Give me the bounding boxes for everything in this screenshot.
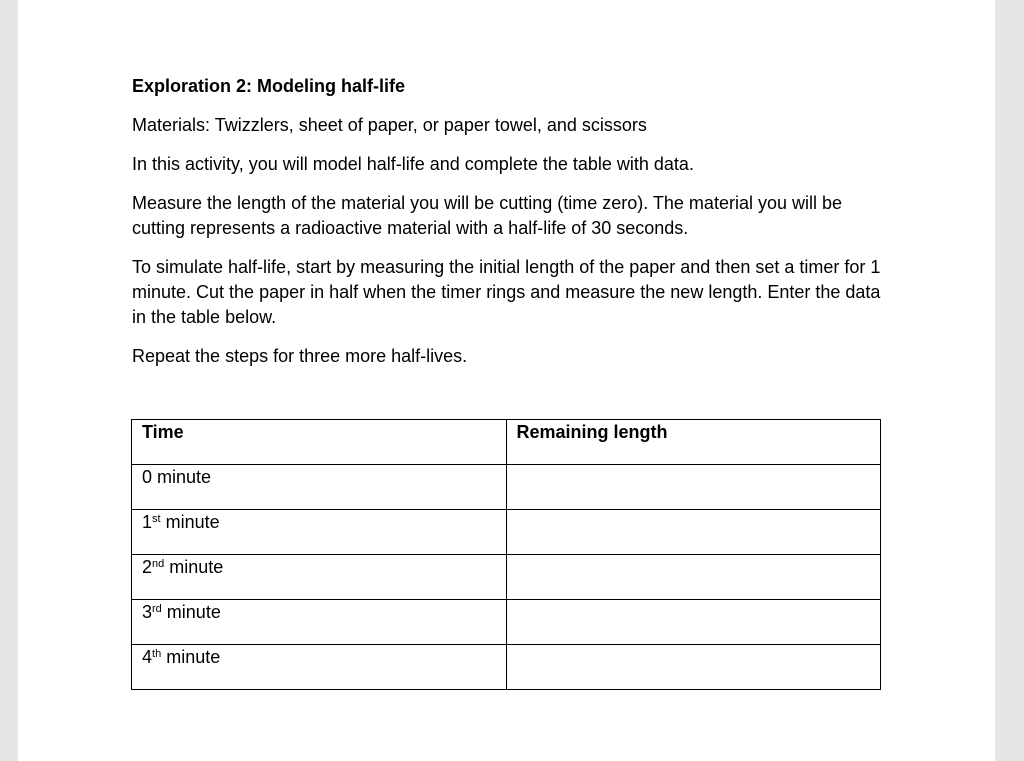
materials-paragraph: Materials: Twizzlers, sheet of paper, or paper towel, and scissors bbox=[132, 115, 647, 135]
table-header-row bbox=[132, 420, 881, 465]
ordinal-suffix: rd bbox=[152, 603, 162, 615]
time-number: 3 bbox=[142, 602, 153, 622]
time-number: 4 bbox=[142, 647, 153, 667]
time-unit: minute bbox=[152, 467, 212, 487]
table-row bbox=[132, 555, 881, 600]
time-unit: minute bbox=[164, 557, 224, 577]
time-number: 0 bbox=[142, 467, 153, 487]
remaining-length-cell[interactable] bbox=[506, 600, 881, 645]
document-page bbox=[18, 0, 995, 761]
table-row bbox=[132, 510, 881, 555]
simulate-instructions-paragraph: To simulate half-life, start by measuring the initial length of the paper and then set a timer for 1 minute. Cut the paper in half when the timer rings and measure the new length. Enter the data in the table below. bbox=[132, 257, 881, 327]
remaining-length-column-header: Remaining length bbox=[506, 420, 881, 465]
remaining-length-cell[interactable] bbox=[506, 645, 881, 690]
ordinal-suffix: st bbox=[152, 513, 161, 525]
ordinal-suffix: th bbox=[152, 648, 162, 660]
half-life-data-table bbox=[131, 419, 881, 690]
time-unit: minute bbox=[161, 647, 221, 667]
remaining-length-cell[interactable] bbox=[506, 465, 881, 510]
remaining-length-cell[interactable] bbox=[506, 555, 881, 600]
table-row bbox=[132, 645, 881, 690]
activity-intro-paragraph: In this activity, you will model half-life and complete the table with data. bbox=[132, 154, 694, 174]
time-cell bbox=[132, 510, 507, 555]
measure-instructions-paragraph: Measure the length of the material you will be cutting (time zero). The material you will be cutting represents a radioactive material with a half-life of 30 seconds. bbox=[132, 193, 842, 238]
time-cell bbox=[132, 465, 507, 510]
time-cell bbox=[132, 600, 507, 645]
repeat-instructions-paragraph: Repeat the steps for three more half-lives. bbox=[132, 346, 468, 366]
table-row bbox=[132, 600, 881, 645]
time-unit: minute bbox=[161, 602, 221, 622]
table-row bbox=[132, 465, 881, 510]
time-column-header: Time bbox=[132, 420, 507, 465]
time-cell bbox=[132, 555, 507, 600]
document-title: Exploration 2: Modeling half-life bbox=[132, 76, 406, 96]
time-number: 1 bbox=[142, 512, 153, 532]
time-number: 2 bbox=[142, 557, 153, 577]
ordinal-suffix: nd bbox=[152, 558, 165, 570]
remaining-length-cell[interactable] bbox=[506, 510, 881, 555]
time-unit: minute bbox=[160, 512, 220, 532]
time-cell bbox=[132, 645, 507, 690]
document-body bbox=[132, 74, 892, 383]
